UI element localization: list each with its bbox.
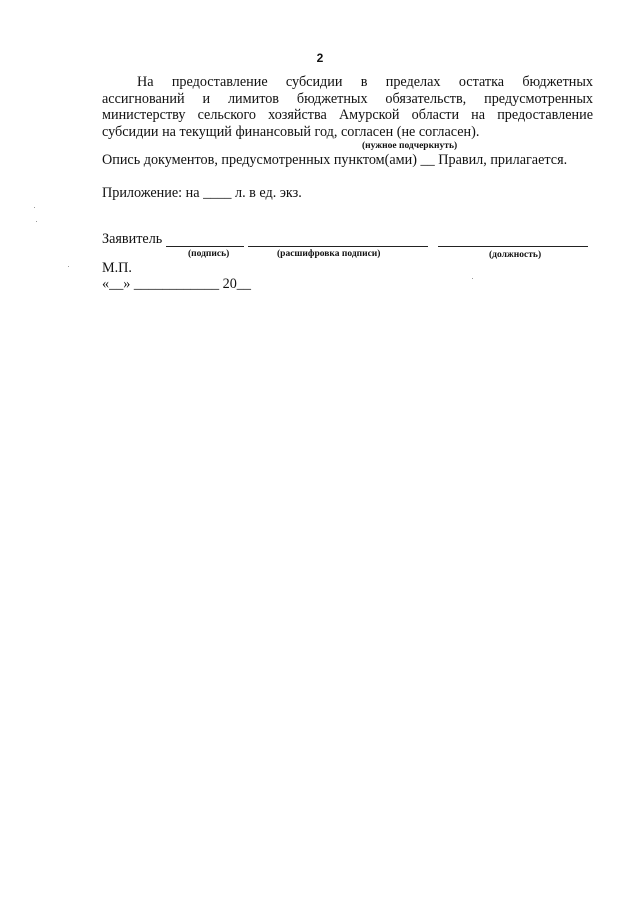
decoding-blank xyxy=(248,246,428,247)
scan-speck xyxy=(472,278,473,279)
inventory-line: Опись документов, предусмотренных пунктом(ами) __ Правил, прилагается. xyxy=(102,152,568,168)
paragraph-line-3: министерству сельского хозяйства Амурской области на предоставление xyxy=(102,107,593,124)
attachment-line: Приложение: на ____ л. в ед. экз. xyxy=(102,185,302,201)
paragraph-line-2: ассигнований и лимитов бюджетных обязательств, предусмотренных xyxy=(102,90,593,107)
scan-speck xyxy=(68,266,69,267)
position-caption: (должность) xyxy=(489,250,542,260)
applicant-label: Заявитель xyxy=(102,231,163,247)
date-line: «__» ____________ 20__ xyxy=(102,276,251,292)
position-blank xyxy=(438,246,588,247)
signature-caption: (подпись) xyxy=(188,249,230,259)
signature-blank xyxy=(166,246,244,247)
decoding-caption: (расшифровка подписи) xyxy=(277,249,381,259)
seal-label: М.П. xyxy=(102,260,132,276)
scan-speck xyxy=(36,221,37,222)
underline-note: (нужное подчеркнуть) xyxy=(362,141,458,151)
paragraph-line-1: На предоставление субсидии в пределах остатка бюджетных xyxy=(137,74,593,90)
page-number: 2 xyxy=(316,51,324,65)
paragraph-line-4: субсидии на текущий финансовый год, согласен (не согласен). xyxy=(102,123,480,140)
consent-paragraph xyxy=(102,74,593,140)
scan-speck xyxy=(34,207,35,208)
